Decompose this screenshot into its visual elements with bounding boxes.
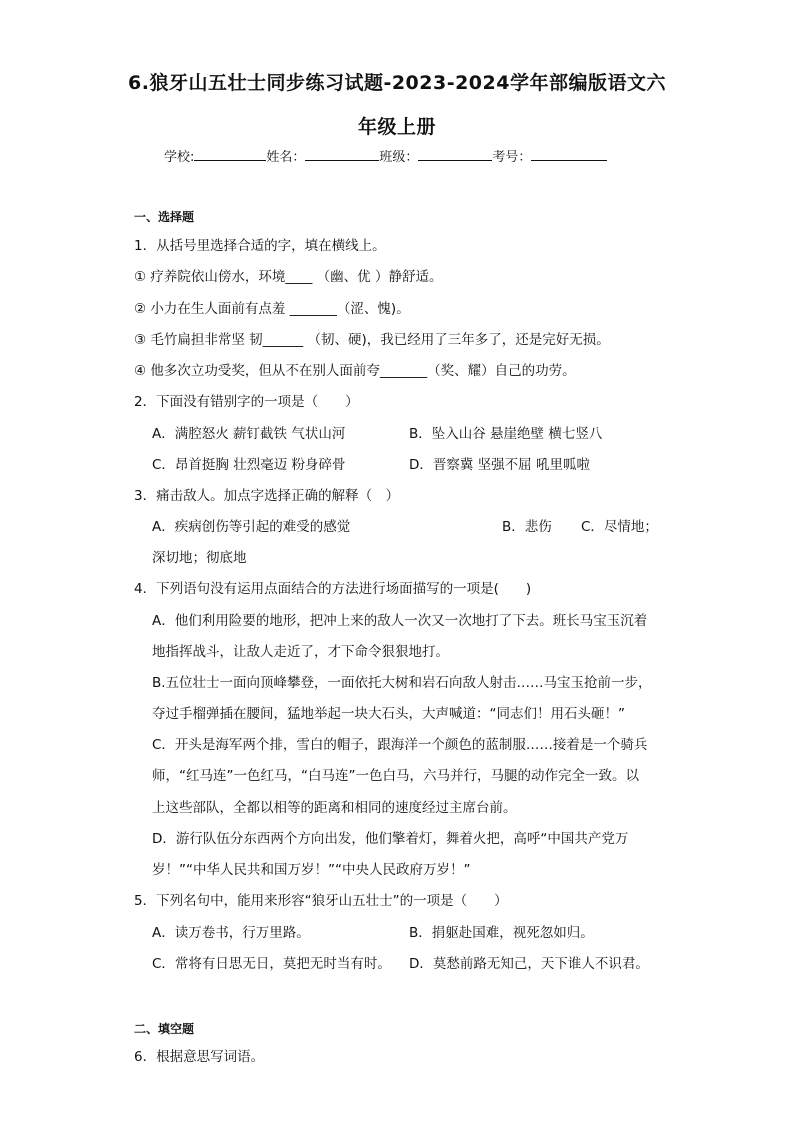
exam-no-field[interactable] (531, 148, 607, 161)
question-5-option-d: D．莫愁前路无知己，天下谁人不识君。 (409, 956, 649, 972)
question-4-option-c-line1: C．开头是海军两个排，雪白的帽子，跟海洋一个颜色的蓝制服……接着是一个骑兵 (152, 737, 648, 753)
question-4-option-c-line2: 师，“红马连”一色红马，“白马连”一色白马，六马并行，马腿的动作完全一致。以 (152, 768, 639, 784)
question-4-option-d-line1: D．游行队伍分东西两个方向出发，他们擎着灯，舞着火把，高呼“中国共产党万 (152, 831, 629, 847)
question-4-option-a-line1: A．他们利用险要的地形，把冲上来的敌人一次又一次地打了下去。班长马宝玉沉着 (152, 613, 648, 629)
school-label: 学校: (164, 150, 195, 165)
document-title-line1: 6.狼牙山五壮士同步练习试题-2023-2024学年部编版语文六 (128, 72, 666, 94)
exam-no-label: 考号： (492, 150, 532, 165)
question-3-option-b: B．悲伤 (502, 519, 552, 535)
question-6-stem: 6．根据意思写词语。 (134, 1049, 265, 1065)
student-info-row (164, 146, 607, 165)
question-4-option-b-line1: B.五位壮士一面向顶峰攀登，一面依托大树和岩石向敌人射击……马宝玉抢前一步， (152, 675, 652, 691)
name-label: 姓名： (266, 150, 306, 165)
question-2-option-d: D．晋察冀 坚强不屈 吼里呱啦 (409, 457, 590, 473)
class-label: 班级： (379, 150, 419, 165)
question-3-option-c: C．尽情地； (581, 519, 658, 535)
question-2-option-c: C．昂首挺胸 壮烈毫迈 粉身碎骨 (152, 457, 346, 473)
question-3-option-c-cont: 深切地；彻底地 (152, 550, 247, 566)
section-heading-fill: 二、填空题 (134, 1022, 195, 1036)
question-4-stem: 4．下列语句没有运用点面结合的方法进行场面描写的一项是( ) (134, 581, 532, 597)
question-2-option-a: A．满腔怒火 薪钉截铁 气状山河 (152, 426, 346, 442)
question-3-stem: 3．痛击敌人。加点字选择正确的解释（ ） (134, 488, 400, 504)
question-4-option-b-line2: 夺过手榴弹插在腰间，猛地举起一块大石头，大声喊道：“同志们！用石头砸！” (152, 706, 625, 722)
question-1-item-b: ② 小力在生人面前有点羞 _______（涩、愧)。 (134, 301, 410, 317)
class-field[interactable] (418, 148, 492, 161)
question-4-option-d-line2: 岁！”“中华人民共和国万岁！”“中央人民政府万岁！” (152, 862, 471, 878)
school-field[interactable] (194, 148, 266, 161)
question-5-option-c: C．常将有日思无日，莫把无时当有时。 (152, 956, 391, 972)
question-2-option-b: B．坠入山谷 悬崖绝壁 横七竖八 (409, 426, 603, 442)
question-1-item-d: ④ 他多次立功受奖，但从不在别人面前夸_______（奖、耀）自己的功劳。 (134, 363, 576, 379)
section-heading-choice: 一、选择题 (134, 210, 195, 224)
question-1-item-a: ① 疗养院依山傍水，环境____ （幽、优 ）静舒适。 (134, 269, 443, 285)
question-2-stem: 2．下面没有错别字的一项是（ ） (134, 394, 359, 410)
question-1-item-c: ③ 毛竹扁担非常坚 韧______ （韧、硬)，我已经用了三年多了，还是完好无损。 (134, 332, 610, 348)
question-5-option-a: A．读万卷书，行万里路。 (152, 925, 310, 941)
document-title-line2: 年级上册 (357, 116, 436, 138)
question-1-stem: 1．从括号里选择合适的字，填在横线上。 (134, 238, 386, 254)
question-4-option-c-line3: 上这些部队，全都以相等的距离和相同的速度经过主席台前。 (152, 800, 517, 816)
question-4-option-a-line2: 地指挥战斗，让敌人走近了，才下命令狠狠地打。 (152, 644, 449, 660)
question-3-option-a: A．疾病创伤等引起的难受的感觉 (152, 519, 351, 535)
question-5-option-b: B．捐躯赴国难，视死忽如归。 (409, 925, 594, 941)
name-field[interactable] (305, 148, 379, 161)
question-5-stem: 5．下列名句中，能用来形容“狼牙山五壮士”的一项是（ ） (134, 893, 508, 909)
